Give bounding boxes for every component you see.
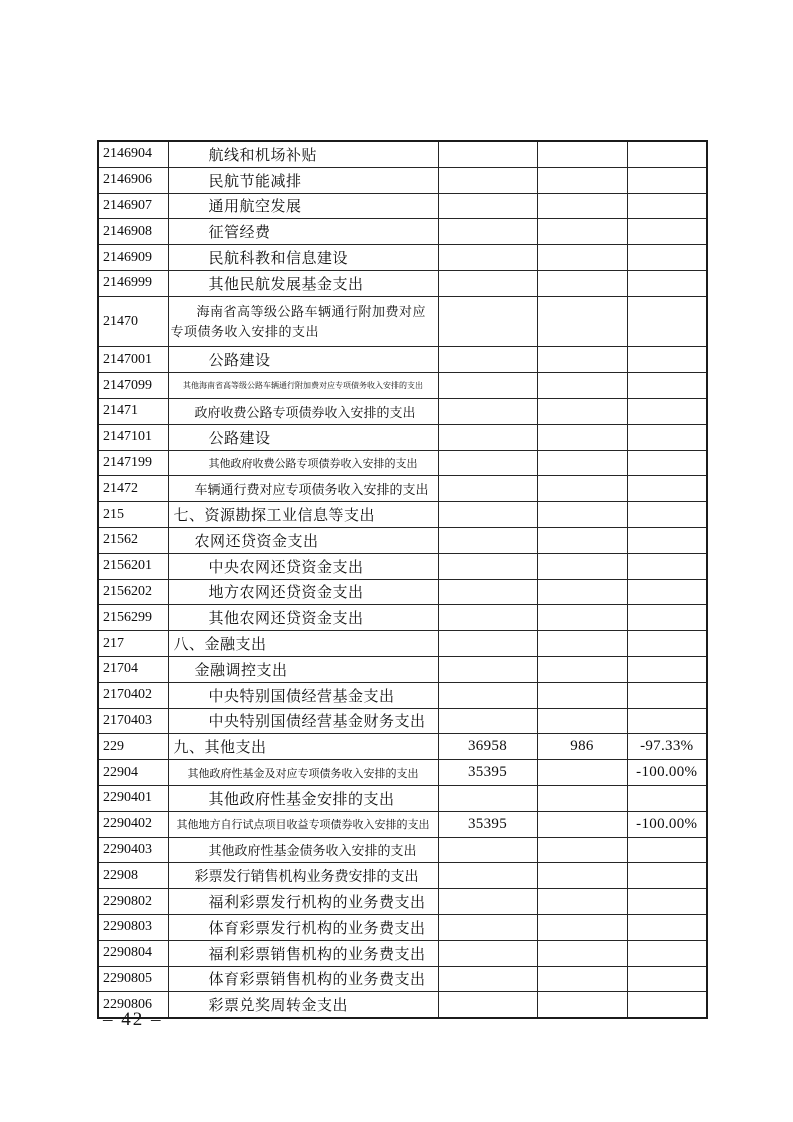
code-cell: 2147099 — [98, 373, 168, 399]
desc-cell: 其他政府收费公路专项债券收入安排的支出 — [168, 450, 438, 476]
code-cell: 2146906 — [98, 167, 168, 193]
value3-cell — [627, 889, 707, 915]
code-cell: 21472 — [98, 476, 168, 502]
value3-cell — [627, 708, 707, 734]
desc-cell: 中央特别国债经营基金财务支出 — [168, 708, 438, 734]
code-cell: 21470 — [98, 296, 168, 347]
value2-cell — [537, 631, 627, 657]
value3-cell — [627, 450, 707, 476]
table-row — [98, 476, 707, 502]
code-cell: 2147001 — [98, 347, 168, 373]
value3-cell — [627, 966, 707, 992]
code-cell: 21471 — [98, 398, 168, 424]
value1-cell — [438, 966, 537, 992]
value1-cell — [438, 527, 537, 553]
table-row — [98, 760, 707, 786]
table-row — [98, 682, 707, 708]
value3-cell — [627, 527, 707, 553]
table-row — [98, 527, 707, 553]
desc-cell: 彩票兑奖周转金支出 — [168, 992, 438, 1018]
code-cell: 2147101 — [98, 424, 168, 450]
table-row — [98, 889, 707, 915]
value1-cell — [438, 193, 537, 219]
value1-cell — [438, 296, 537, 347]
desc-cell: 中央农网还贷资金支出 — [168, 553, 438, 579]
value3-cell — [627, 296, 707, 347]
table-row — [98, 631, 707, 657]
table-row — [98, 656, 707, 682]
value2-cell — [537, 347, 627, 373]
value3-cell — [627, 837, 707, 863]
value3-cell — [627, 373, 707, 399]
value2-cell — [537, 141, 627, 167]
value1-cell — [438, 450, 537, 476]
value2-cell — [537, 863, 627, 889]
code-cell: 2146909 — [98, 245, 168, 271]
desc-cell: 公路建设 — [168, 424, 438, 450]
desc-cell: 其他政府性基金及对应专项债务收入安排的支出 — [168, 760, 438, 786]
desc-cell: 地方农网还贷资金支出 — [168, 579, 438, 605]
code-cell: 22904 — [98, 760, 168, 786]
table-body — [98, 141, 707, 1018]
code-cell: 217 — [98, 631, 168, 657]
value1-cell — [438, 141, 537, 167]
desc-cell: 其他地方自行试点项目收益专项债券收入安排的支出 — [168, 811, 438, 837]
value3-cell: -97.33% — [627, 734, 707, 760]
table-row — [98, 398, 707, 424]
value3-cell — [627, 682, 707, 708]
code-cell: 2147199 — [98, 450, 168, 476]
code-cell: 2290802 — [98, 889, 168, 915]
value3-cell — [627, 863, 707, 889]
value1-cell — [438, 245, 537, 271]
value2-cell — [537, 476, 627, 502]
value2-cell — [537, 296, 627, 347]
value3-cell — [627, 219, 707, 245]
value2-cell — [537, 837, 627, 863]
code-cell: 2156202 — [98, 579, 168, 605]
desc-cell: 民航科教和信息建设 — [168, 245, 438, 271]
value3-cell — [627, 347, 707, 373]
code-cell: 2146907 — [98, 193, 168, 219]
table-row — [98, 245, 707, 271]
code-cell: 2290804 — [98, 940, 168, 966]
code-cell: 2156201 — [98, 553, 168, 579]
desc-cell: 公路建设 — [168, 347, 438, 373]
value1-cell — [438, 631, 537, 657]
value3-cell — [627, 656, 707, 682]
value1-cell — [438, 373, 537, 399]
code-cell: 2170403 — [98, 708, 168, 734]
value3-cell — [627, 785, 707, 811]
value2-cell — [537, 553, 627, 579]
code-cell: 2146999 — [98, 270, 168, 296]
value1-cell — [438, 398, 537, 424]
value1-cell — [438, 708, 537, 734]
value2-cell: 986 — [537, 734, 627, 760]
desc-cell: 体育彩票销售机构的业务费支出 — [168, 966, 438, 992]
value1-cell — [438, 553, 537, 579]
code-cell: 229 — [98, 734, 168, 760]
value1-cell — [438, 579, 537, 605]
desc-cell: 中央特别国债经营基金支出 — [168, 682, 438, 708]
value2-cell — [537, 914, 627, 940]
value1-cell — [438, 863, 537, 889]
desc-cell: 通用航空发展 — [168, 193, 438, 219]
value1-cell — [438, 424, 537, 450]
desc-cell: 其他海南省高等级公路车辆通行附加费对应专项债务收入安排的支出 — [168, 373, 438, 399]
value3-cell — [627, 605, 707, 631]
page-number: – 42 – — [103, 1009, 163, 1030]
table-row — [98, 347, 707, 373]
value3-cell — [627, 245, 707, 271]
value3-cell: -100.00% — [627, 811, 707, 837]
value2-cell — [537, 502, 627, 528]
value1-cell — [438, 992, 537, 1018]
value3-cell — [627, 940, 707, 966]
value2-cell — [537, 811, 627, 837]
code-cell: 2170402 — [98, 682, 168, 708]
value2-cell — [537, 656, 627, 682]
desc-cell: 车辆通行费对应专项债务收入安排的支出 — [168, 476, 438, 502]
desc-cell: 其他政府性基金安排的支出 — [168, 785, 438, 811]
table-row — [98, 966, 707, 992]
value1-cell — [438, 837, 537, 863]
desc-cell: 体育彩票发行机构的业务费支出 — [168, 914, 438, 940]
code-cell: 2290806 — [98, 992, 168, 1018]
code-cell: 22908 — [98, 863, 168, 889]
value3-cell: -100.00% — [627, 760, 707, 786]
value2-cell — [537, 940, 627, 966]
table-row — [98, 605, 707, 631]
code-cell: 2290403 — [98, 837, 168, 863]
code-cell: 215 — [98, 502, 168, 528]
value2-cell — [537, 527, 627, 553]
code-cell: 21562 — [98, 527, 168, 553]
value2-cell — [537, 579, 627, 605]
value2-cell — [537, 682, 627, 708]
code-cell: 2156299 — [98, 605, 168, 631]
value2-cell — [537, 966, 627, 992]
desc-cell: 其他农网还贷资金支出 — [168, 605, 438, 631]
desc-cell: 七、资源勘探工业信息等支出 — [168, 502, 438, 528]
value1-cell — [438, 347, 537, 373]
value2-cell — [537, 450, 627, 476]
value1-cell — [438, 476, 537, 502]
table-row — [98, 914, 707, 940]
desc-cell: 海南省高等级公路车辆通行附加费对应专项债务收入安排的支出 — [168, 296, 438, 347]
value2-cell — [537, 270, 627, 296]
value3-cell — [627, 631, 707, 657]
value3-cell — [627, 992, 707, 1018]
desc-cell: 八、金融支出 — [168, 631, 438, 657]
desc-cell: 农网还贷资金支出 — [168, 527, 438, 553]
value1-cell — [438, 656, 537, 682]
desc-cell: 九、其他支出 — [168, 734, 438, 760]
table-row — [98, 708, 707, 734]
value2-cell — [537, 708, 627, 734]
table-row — [98, 141, 707, 167]
value1-cell — [438, 785, 537, 811]
value1-cell — [438, 682, 537, 708]
value3-cell — [627, 914, 707, 940]
desc-cell: 福利彩票发行机构的业务费支出 — [168, 889, 438, 915]
code-cell: 2146908 — [98, 219, 168, 245]
desc-cell: 政府收费公路专项债券收入安排的支出 — [168, 398, 438, 424]
code-cell: 2146904 — [98, 141, 168, 167]
value1-cell — [438, 914, 537, 940]
table-row — [98, 193, 707, 219]
table-row — [98, 785, 707, 811]
value3-cell — [627, 553, 707, 579]
value2-cell — [537, 424, 627, 450]
code-cell: 2290805 — [98, 966, 168, 992]
value2-cell — [537, 992, 627, 1018]
value2-cell — [537, 398, 627, 424]
value1-cell — [438, 940, 537, 966]
value2-cell — [537, 373, 627, 399]
value2-cell — [537, 760, 627, 786]
table-row — [98, 167, 707, 193]
value2-cell — [537, 785, 627, 811]
table-row — [98, 424, 707, 450]
value3-cell — [627, 141, 707, 167]
value2-cell — [537, 193, 627, 219]
value3-cell — [627, 502, 707, 528]
value3-cell — [627, 193, 707, 219]
code-cell: 2290401 — [98, 785, 168, 811]
value1-cell — [438, 270, 537, 296]
desc-cell: 民航节能减排 — [168, 167, 438, 193]
value1-cell — [438, 605, 537, 631]
code-cell: 2290402 — [98, 811, 168, 837]
value1-cell — [438, 889, 537, 915]
value3-cell — [627, 476, 707, 502]
value1-cell — [438, 219, 537, 245]
value2-cell — [537, 167, 627, 193]
value3-cell — [627, 167, 707, 193]
desc-cell: 其他民航发展基金支出 — [168, 270, 438, 296]
value3-cell — [627, 270, 707, 296]
table-row — [98, 296, 707, 347]
value2-cell — [537, 245, 627, 271]
table-row — [98, 450, 707, 476]
value1-cell: 35395 — [438, 760, 537, 786]
table-row — [98, 734, 707, 760]
desc-cell: 金融调控支出 — [168, 656, 438, 682]
table-row — [98, 811, 707, 837]
value2-cell — [537, 889, 627, 915]
table-row — [98, 837, 707, 863]
table-row — [98, 270, 707, 296]
desc-cell: 航线和机场补贴 — [168, 141, 438, 167]
desc-cell: 福利彩票销售机构的业务费支出 — [168, 940, 438, 966]
budget-table — [97, 140, 708, 1019]
value1-cell: 36958 — [438, 734, 537, 760]
table-row — [98, 502, 707, 528]
value1-cell: 35395 — [438, 811, 537, 837]
value3-cell — [627, 398, 707, 424]
code-cell: 21704 — [98, 656, 168, 682]
value2-cell — [537, 605, 627, 631]
desc-cell: 征管经费 — [168, 219, 438, 245]
value1-cell — [438, 167, 537, 193]
table-row — [98, 579, 707, 605]
table-row — [98, 553, 707, 579]
value2-cell — [537, 219, 627, 245]
desc-cell: 彩票发行销售机构业务费安排的支出 — [168, 863, 438, 889]
table-row — [98, 863, 707, 889]
code-cell: 2290803 — [98, 914, 168, 940]
value3-cell — [627, 579, 707, 605]
table-row — [98, 219, 707, 245]
desc-cell: 其他政府性基金债务收入安排的支出 — [168, 837, 438, 863]
value1-cell — [438, 502, 537, 528]
value3-cell — [627, 424, 707, 450]
table-row — [98, 992, 707, 1018]
table-row — [98, 373, 707, 399]
table-row — [98, 940, 707, 966]
